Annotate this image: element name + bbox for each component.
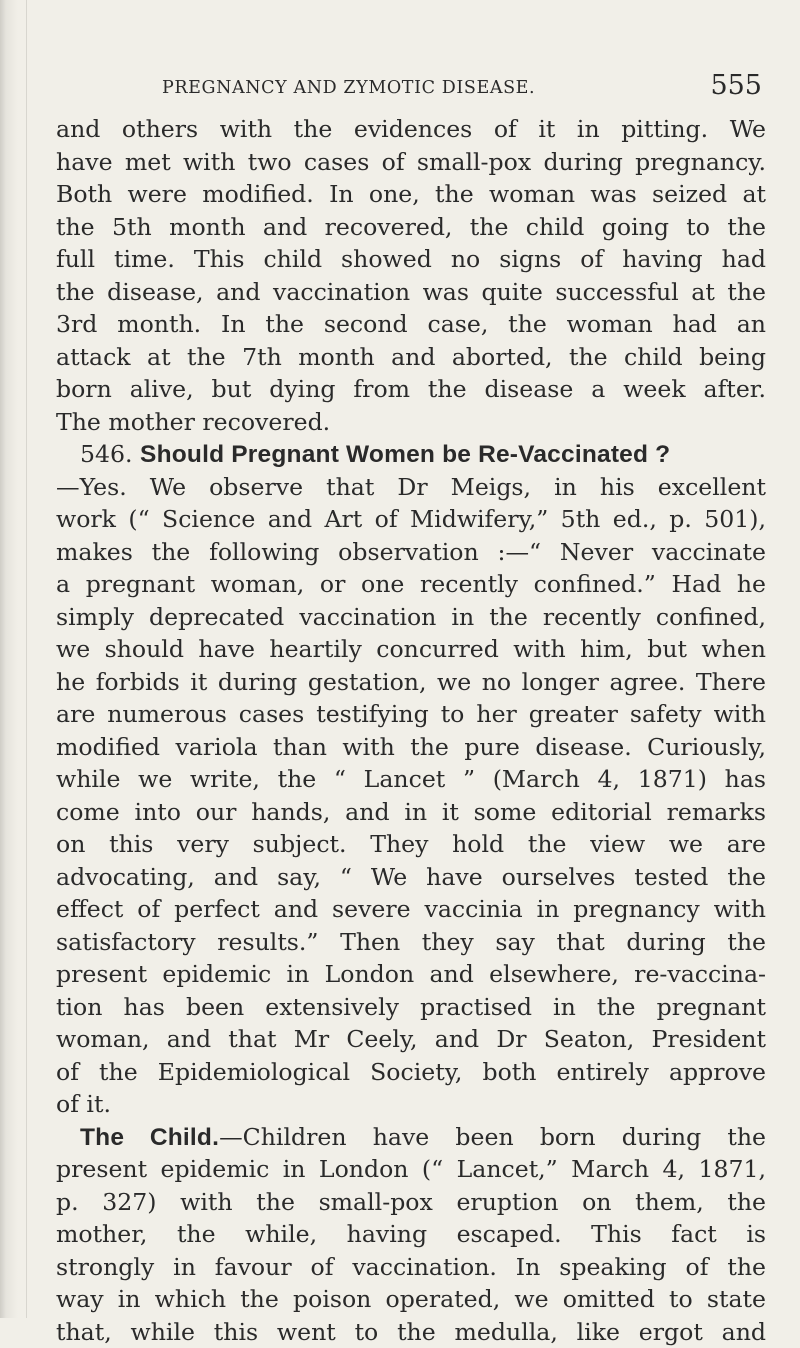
text-line: born alive, but dying from the disease a week after. bbox=[56, 373, 766, 406]
text-line: strongly in favour of vaccination. In speaking of the bbox=[56, 1251, 766, 1284]
text-line: advocating, and say, “ We have ourselves tested the bbox=[56, 861, 766, 894]
text-line: modified variola than with the pure disease. Curiously, bbox=[56, 731, 766, 764]
text-line: full time. This child showed no signs of having had bbox=[56, 243, 766, 276]
paragraph-2 bbox=[56, 438, 766, 1121]
paragraph-3 bbox=[56, 1121, 766, 1348]
text-line: he forbids it during gestation, we no longer agree. There bbox=[56, 666, 766, 699]
text-line: present epidemic in London and elsewhere, re-vaccina- bbox=[56, 958, 766, 991]
text-line: while we write, the “ Lancet ” (March 4, 1871) has bbox=[56, 763, 766, 796]
text-line: come into our hands, and in it some editorial remarks bbox=[56, 796, 766, 829]
section-heading: Should Pregnant Women be Re-Vaccinated ? bbox=[140, 441, 670, 468]
text-line: and others with the evidences of it in pitting. We bbox=[56, 113, 766, 146]
text-line: have met with two cases of small-pox during pregnancy. bbox=[56, 146, 766, 179]
text-line: effect of perfect and severe vaccinia in pregnancy with bbox=[56, 893, 766, 926]
text-line: makes the following observation :—“ Never vaccinate bbox=[56, 536, 766, 569]
text-line: the disease, and vaccination was quite successful at the bbox=[56, 276, 766, 309]
text-line: work (“ Science and Art of Midwifery,” 5th ed., p. 501), bbox=[56, 503, 766, 536]
text-line: that, while this went to the medulla, like ergot and bbox=[56, 1316, 766, 1348]
page-header bbox=[156, 70, 762, 110]
page-binding-edge bbox=[0, 0, 18, 1318]
text-line: 3rd month. In the second case, the woman had an bbox=[56, 308, 766, 341]
text-line: attack at the 7th month and aborted, the child being bbox=[56, 341, 766, 374]
text-line: present epidemic in London (“ Lancet,” March 4, 1871, bbox=[56, 1153, 766, 1186]
text-line: on this very subject. They hold the view we are bbox=[56, 828, 766, 861]
section-heading: The Child. bbox=[80, 1124, 219, 1151]
text-line: the 5th month and recovered, the child going to the bbox=[56, 211, 766, 244]
section-heading-line bbox=[56, 1121, 766, 1154]
text-line: p. 327) with the small-pox eruption on them, the bbox=[56, 1186, 766, 1219]
page-number: 555 bbox=[710, 70, 762, 101]
text-line: The mother recovered. bbox=[56, 406, 766, 439]
text-line: satisfactory results.” Then they say that during the bbox=[56, 926, 766, 959]
text-line: we should have heartily concurred with him, but when bbox=[56, 633, 766, 666]
text-line: Both were modified. In one, the woman was seized at bbox=[56, 178, 766, 211]
paragraph-1 bbox=[56, 113, 766, 438]
text-line: tion has been extensively practised in the pregnant bbox=[56, 991, 766, 1024]
text-line: —Yes. We observe that Dr Meigs, in his excellent bbox=[56, 471, 766, 504]
text-line: mother, the while, having escaped. This fact is bbox=[56, 1218, 766, 1251]
body-text bbox=[56, 113, 766, 1348]
text-line: a pregnant woman, or one recently confined.” Had he bbox=[56, 568, 766, 601]
text-line: simply deprecated vaccination in the recently confined, bbox=[56, 601, 766, 634]
text-line: woman, and that Mr Ceely, and Dr Seaton, President bbox=[56, 1023, 766, 1056]
text-line: are numerous cases testifying to her greater safety with bbox=[56, 698, 766, 731]
section-number: 546. bbox=[80, 440, 133, 468]
text-line: of it. bbox=[56, 1088, 766, 1121]
page-binding-line bbox=[26, 0, 27, 1318]
section-heading-line bbox=[56, 438, 766, 471]
text-line: way in which the poison operated, we omitted to state bbox=[56, 1283, 766, 1316]
text-fragment: —Children have been born during the bbox=[219, 1123, 766, 1151]
running-head: PREGNANCY AND ZYMOTIC DISEASE. bbox=[162, 78, 535, 98]
text-line: of the Epidemiological Society, both entirely approve bbox=[56, 1056, 766, 1089]
